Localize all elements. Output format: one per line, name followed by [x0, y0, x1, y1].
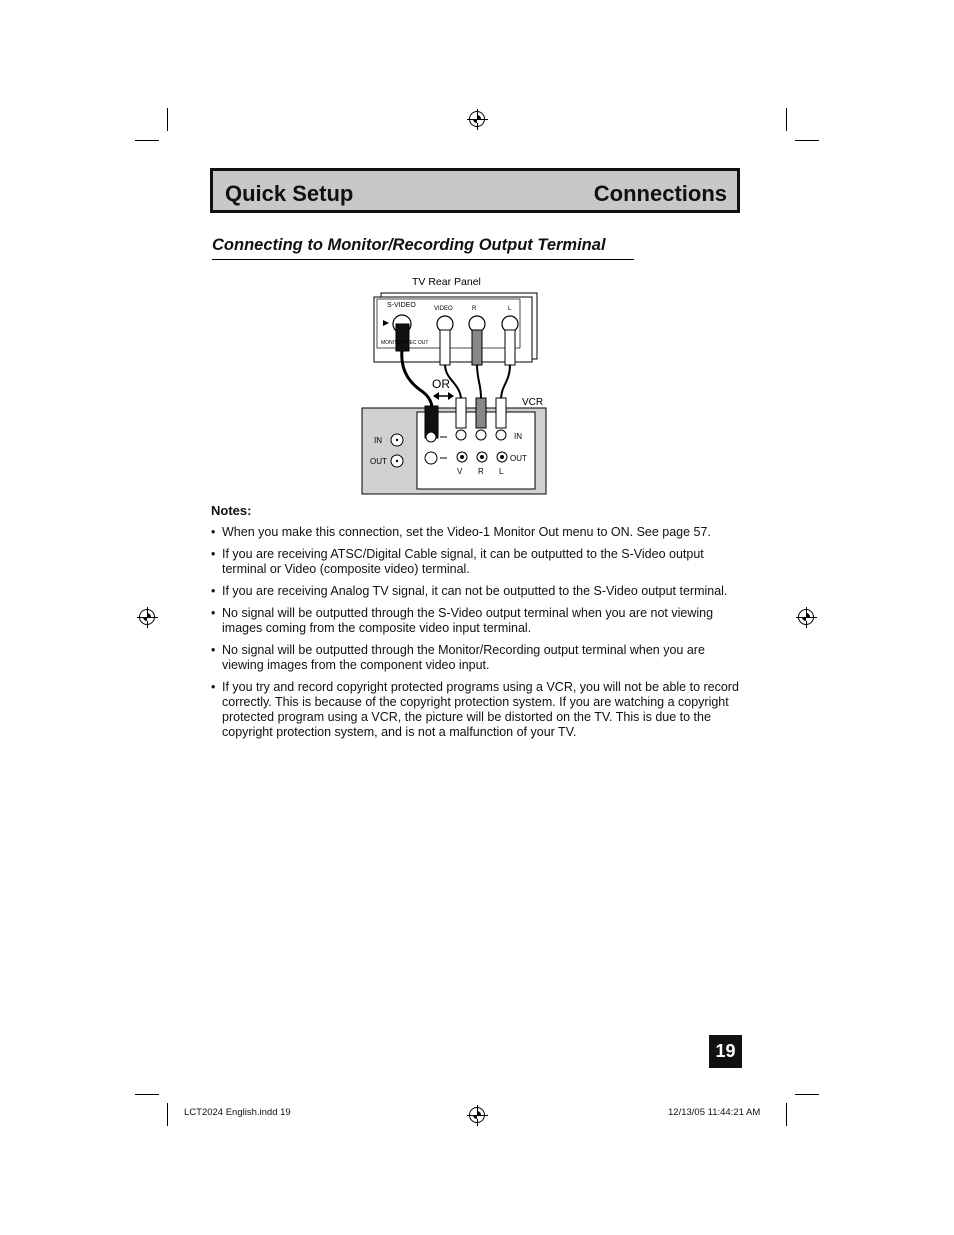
header-bar: [210, 168, 740, 213]
connection-diagram: [355, 272, 555, 498]
crop-mark: [135, 1094, 159, 1095]
vcr-l-label: L: [499, 467, 504, 476]
r-cable: [477, 364, 481, 398]
note-item: • No signal will be outputted through the S-Video output terminal when you are not viewing images coming from the composite video input terminal.: [211, 606, 746, 636]
tv-l-label: L: [508, 306, 512, 312]
note-item: • When you make this connection, set the Video-1 Monitor Out menu to ON. See page 57.: [211, 525, 746, 540]
vcr-video-out-pin: [460, 455, 464, 459]
svideo-plug: [396, 324, 409, 351]
crop-mark: [795, 1094, 819, 1095]
registration-mark-icon: [469, 1107, 485, 1123]
or-label: OR: [432, 377, 450, 391]
footer-timestamp: 12/13/05 11:44:21 AM: [668, 1107, 761, 1118]
vcr-svideo-out-jack: [425, 452, 437, 464]
crop-mark: [786, 1103, 787, 1126]
vcr-svideo-in-jack: [426, 432, 436, 442]
or-arrow-right-icon: [448, 392, 454, 400]
crop-mark: [786, 108, 787, 131]
vcr-in-right-label: IN: [514, 432, 522, 441]
l-plug: [505, 330, 515, 365]
note-item: • If you try and record copyright protected programs using a VCR, you will not be able to record correctly. This is because of the copyright protection system. If you are watching a copyright protected program using a VCR, the picture will be distorted on the TV. This is due to the copyright protection system, and is not a malfunction of your TV.: [211, 680, 746, 740]
notes-heading: Notes:: [211, 503, 252, 518]
notes-list: [211, 525, 746, 747]
vcr-l-plug: [496, 398, 506, 428]
note-item: • If you are receiving Analog TV signal, it can not be outputted to the S-Video output terminal.: [211, 584, 746, 599]
vcr-r-out-pin: [480, 455, 484, 459]
video-plug: [440, 330, 450, 365]
registration-mark-icon: [469, 111, 485, 127]
header-title-connections: Connections: [593, 181, 727, 206]
page-number: 19: [709, 1035, 742, 1068]
vcr-label: VCR: [522, 397, 544, 408]
vcr-video-in-jack: [456, 430, 466, 440]
or-arrow-left-icon: [433, 392, 439, 400]
header-title-quick-setup: Quick Setup: [225, 181, 354, 206]
registration-mark-icon: [798, 609, 814, 625]
vcr-antenna-in-pin: [396, 439, 398, 441]
vcr-r-plug: [476, 398, 486, 428]
vcr-out-right-label: OUT: [510, 454, 527, 463]
l-cable: [501, 364, 510, 398]
crop-mark: [135, 140, 159, 141]
vcr-video-plug: [456, 398, 466, 428]
r-plug: [472, 330, 482, 365]
vcr-out-left-label: OUT: [370, 457, 387, 466]
vcr-r-in-jack: [476, 430, 486, 440]
crop-mark: [795, 140, 819, 141]
note-item: • No signal will be outputted through the Monitor/Recording output terminal when you are viewing images from the component video input.: [211, 643, 746, 673]
tv-panel-label: TV Rear Panel: [412, 276, 481, 288]
vcr-antenna-out-pin: [396, 460, 398, 462]
vcr-r-label: R: [478, 467, 484, 476]
note-item: • If you are receiving ATSC/Digital Cable signal, it can be outputted to the S-Video output terminal or Video (composite video) terminal.: [211, 547, 746, 577]
monitor-out-label: MONITOR/REC OUT: [381, 340, 429, 346]
svideo-label: S-VIDEO: [387, 302, 416, 309]
footer-file-slug: LCT2024 English.indd 19: [184, 1107, 291, 1118]
vcr-l-out-pin: [500, 455, 504, 459]
registration-mark-icon: [139, 609, 155, 625]
crop-mark: [167, 108, 168, 131]
vcr-in-left-label: IN: [374, 436, 382, 445]
section-title: Connecting to Monitor/Recording Output Terminal: [212, 236, 634, 260]
tv-r-label: R: [472, 306, 477, 312]
vcr-l-in-jack: [496, 430, 506, 440]
crop-mark: [167, 1103, 168, 1126]
video-label: VIDEO: [434, 306, 453, 312]
vcr-v-label: V: [457, 467, 463, 476]
